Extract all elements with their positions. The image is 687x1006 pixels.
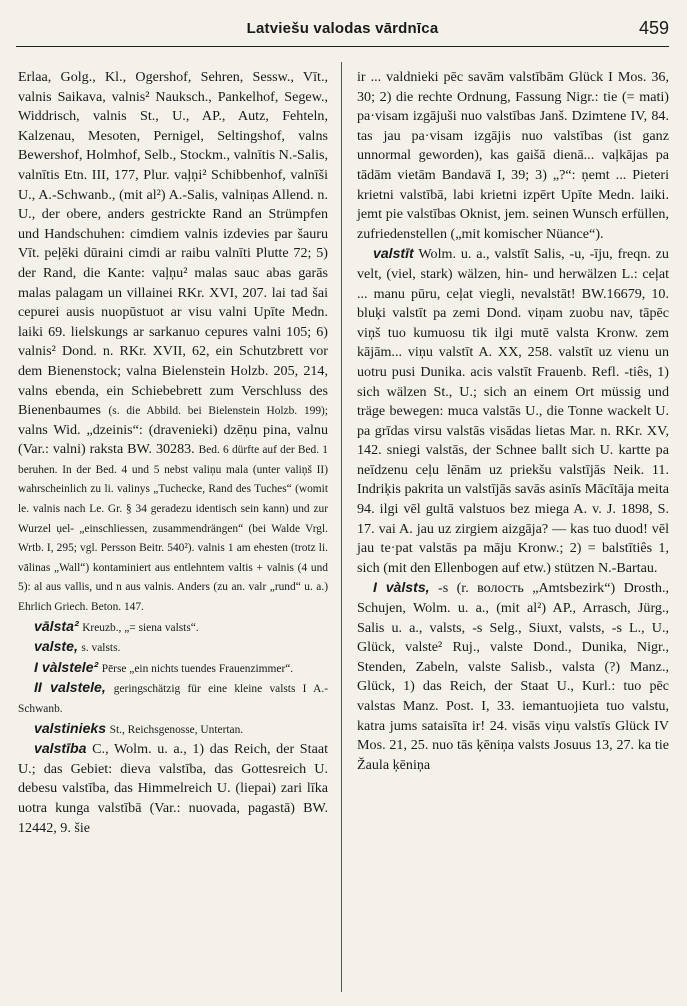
entry-valste xyxy=(18,637,328,658)
entry-valsta xyxy=(18,617,328,638)
entry-text: ir ... valdnieki pēc savām valstībām Glück I Mos. 36, 30; 2) die rechte Ordnung, Fassung Nigr.: tie (= mati) pa·visam izgājuši nuo valstības Janš. Dzimtene IV, 84. tas jau pa·visam izgājis nuo valstības (ist ganz unnormal geworden), kas gaišā dienā... vaļkājas pa tādām vietām Bandavā I, 39; 3) „?“: ņemt ... Pieteri krietni valstībā, labi krietni izpērt Upīte Medn. laiki. jemt pie valstības Oknist, jem. seinen Wunsch erfüllen, zufriedenstellen („mit komischer Nüance“). xyxy=(357,69,669,242)
headword: I vàlsts, xyxy=(373,579,430,596)
headword: valstinieks xyxy=(34,719,107,736)
entry-text: -s (r. волость „Amtsbezirk“) Drosth., Schujen, Wolm. u. a., (mit al²) AP., Arrasch, Jürg., Salis u. a., valsts, -s Selg., Siuxt, valsts, -s L., U., Glück, valste² Ruj., valste Dond., Dunika, Nigr., Stenden, Zabeln, valste Salisb., valsta (?) Manz., Glück, 1) das Reich, der Staat U., Kurl.: tuo pēc valstas Manz. Post. I, 33. iemantuojieta tuo valstu, katra jums sataisīta ir! 24. visās viņu valstīs Glück IV Mos. 21, 25. nuo tās ķēniņa valsts Josuus 13, 27. ka tie Žaula ķēniņa xyxy=(357,580,669,773)
entry-valstele xyxy=(18,658,328,679)
entry-continuation xyxy=(357,68,669,244)
column-divider xyxy=(341,62,342,992)
entry-text: Kreuzb., „= siena valsts“. xyxy=(82,621,199,634)
headword: II valstele, xyxy=(34,679,106,696)
entry-text: C., Wolm. u. a., 1) das Reich, der Staat U.; das Gebiet: dieva valstība, das Gottesreich U. debesu valstība, das Himmelreich U. (liepai) zari līka uotra kunga valstībā (Var.: nuovada, pagastā) BW. 12442, 9. šie xyxy=(18,741,328,836)
page-header xyxy=(16,18,669,47)
entry-continuation xyxy=(18,68,328,617)
entry-text: s. valsts. xyxy=(81,642,121,655)
entry-text: St., Reichsgenosse, Untertan. xyxy=(109,723,244,736)
entry-valstiba xyxy=(18,739,328,838)
entry-valsts xyxy=(357,578,669,775)
entry-text: geringschätzig für eine kleine valsts I A.-Schwanb. xyxy=(18,683,328,715)
page-number: 459 xyxy=(638,18,669,38)
headword: valstīt xyxy=(373,245,414,262)
entry-small-note: (s. die Abbild. bei Bielenstein Holzb. 199); xyxy=(108,405,329,418)
entry-text: Wolm. u. a., valstīt Salis, -u, -īju, freqn. zu velt, (viel, stark) wälzen, hin- und herwälzen L.: ceļat ... manu pūru, ceļat viegli, nevalstāt! BW.16679, 10. bluķi valstīt pa zemi Dond. viņam zuobu nav, tāpēc viņš tuo kumuosu tik ilgi mutē valsta Kronw. zem kājām... viņu valstīt A. XX, 258. valstīt uz vienu un uotru pusi Dunika. acis valstīt Frauenb. Refl. -tiês, 1) sich wälzen St., U.; sich an einem Ort müssig und träge bewegen: muca valstās U., die Tonne wackelt U. pa grīdas virsu valstās visādas lietas Mar. n. RKr. XV, 142. sniegi valstās, der Schnee ballt sich U. kartte pa neīdzenu ceļu lēnām uz priekšu valstījās Neik. 11. Indriķis pakrita un valstījās savās asinīs Mācītāja meita 94. ilgi vēl gultā valstuos bez miega A. v. J. 1898, S. 17. vai A. jau uz zirgiem aizgāja? — kas tuo duod! vēl jau te·pat valstās pa māju Kronw.; 2) = balstītiês 1, sich (mit den Ellenbogen auf etw.) stützen N.-Bartau. xyxy=(357,246,669,576)
entry-text: valns Wid. „dzeinis“: (dravenieki) dzēņu pina, valnu (Var.: valni) raksta BW. 30283. xyxy=(18,421,328,458)
right-column xyxy=(357,68,669,775)
entry-valstele-2 xyxy=(18,678,328,718)
entry-text: Pērse „ein nichts tuendes Frauenzimmer“. xyxy=(101,662,294,675)
entry-text: Erlaa, Golg., Kl., Ogershof, Sehren, Sessw., Vīt., valnis Saikava, valnis² Nauksch., Pankelhof, Segew., Widdrisch, valnis St., U., AP., Autz, Fehteln, Kalzenau, Mesoten, Pernigel, Seltingshof, valns Bewershof, Holmhof, Selb., Stockm., valnītis N.-Salis, valnītis Etn. III, 177, Plur. vaļņi² Schibbenhof, valnīši U., A.-Schwanb., (mit al²) A.-Salis, valniņas Allend. n. U., der obere, anders gestrickte Rand an Strümpfen und Handschuhen: cimdiem valnis izdevies par šauru Vīt. peļēki dūraini cimdi ar raibu valnīti Plutte 72; 5) der Rand, die Kante: vaļņu² malas sauc abas garās malas palagam un villainei RKr. XVI, 207. lai tad šai cepurei ausis nuopūstuot ar visu valni Upīte Medn. laiki 69. lielskungs ar sarkanuo cepures valni 105; 6) valnis² Dond. n. RKr. XVII, 62, ein Schutzbrett vor dem Bienenstock; valna Bielenstein Holzb. 205, 214, valns ebenda, ein Schiebebrett zum Verschluss des Bienenbaumes xyxy=(18,69,328,419)
headword: valstība xyxy=(34,740,87,757)
headword: valste, xyxy=(34,638,78,655)
headword: vālsta² xyxy=(34,617,79,634)
entry-valstinieks xyxy=(18,719,328,740)
left-column xyxy=(18,68,328,838)
running-title: Latviešu valodas vārdnīca xyxy=(246,20,439,37)
headword: I vàlstele² xyxy=(34,658,99,675)
entry-valstit xyxy=(357,244,669,578)
etymology-note: Bed. 6 dürfte auf der Bed. 1 beruhen. In der Bed. 4 und 5 nebst valiņu mala (unter valiņš II) wahrscheinlich zu li. valinys „Tuchecke, Rand des Tuches“ (womit le. valnis nach Le. Gr. § 34 geradezu identisch sein kann) und zur Wurzel ụel- „einschliessen, zusammendrängen“ (bei Walde Vrgl. Wrtb. I, 295; vgl. Persson Beitr. 540²). valnis 1 am ehesten (trotz li. vālinas „Wall“) kontaminiert aus entlehntem valtis + valnis (4 und 5): al aus vallis, und n aus valnis. Anders (zu an. valr „rund“ u. a.) Ehrlich Griech. Beton. 147. xyxy=(18,444,329,614)
